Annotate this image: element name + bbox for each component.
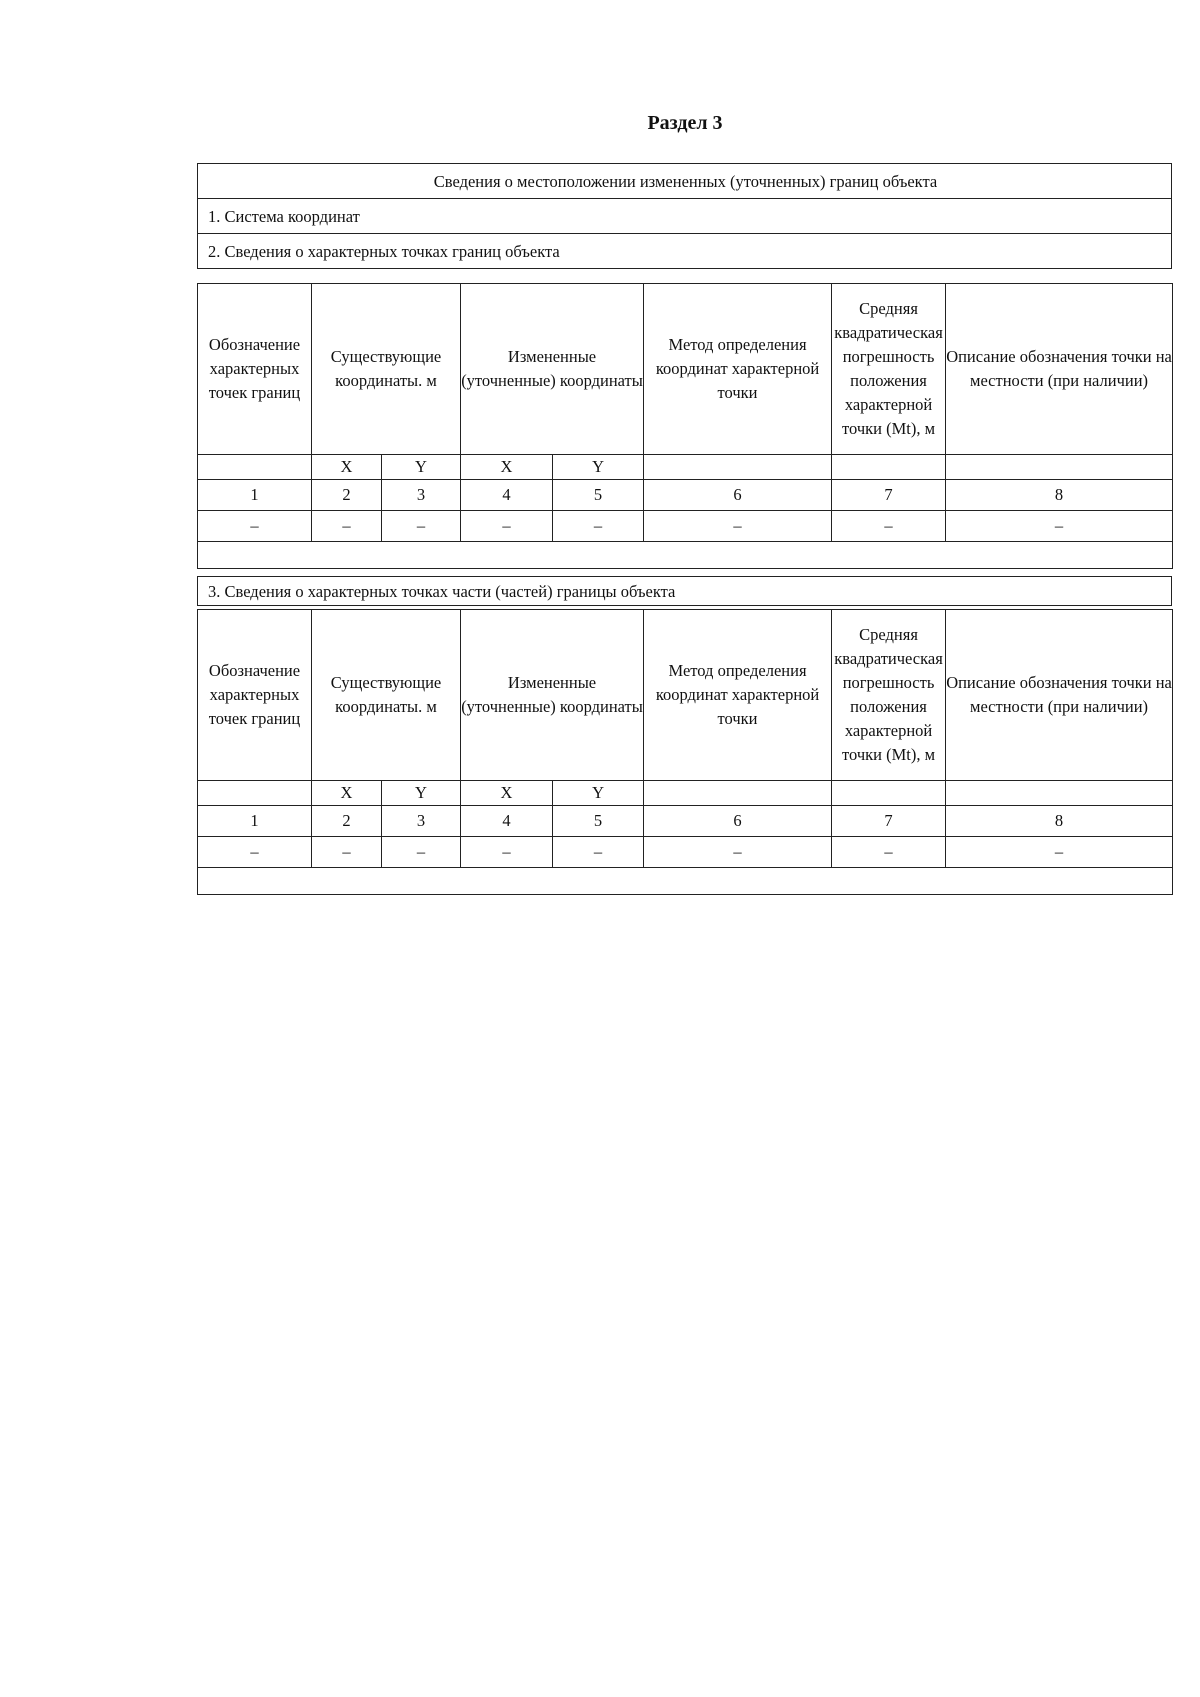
xy-cell-empty: [832, 455, 946, 480]
dash-cell: –: [382, 511, 461, 542]
xy-cell-empty: [198, 781, 312, 806]
header-coordinate-system: 1. Система координат: [198, 199, 1172, 234]
xy-cell-x: X: [461, 781, 553, 806]
empty-row: [198, 542, 1173, 569]
column-number: 6: [644, 806, 832, 837]
column-number: 4: [461, 480, 553, 511]
dash-cell: –: [382, 837, 461, 868]
xy-cell-empty: [644, 455, 832, 480]
col-error: Средняя квадратическая погрешность положения характерной точки (Mt), м: [832, 284, 946, 455]
xy-cell-y: Y: [382, 455, 461, 480]
section3-header-table: [197, 576, 1172, 606]
section-header-table: [197, 163, 1172, 269]
dash-cell: –: [832, 511, 946, 542]
dash-cell: –: [553, 511, 644, 542]
dash-cell: –: [198, 511, 312, 542]
dash-cell: –: [553, 837, 644, 868]
column-number: 5: [553, 806, 644, 837]
xy-cell-x: X: [312, 455, 382, 480]
dash-cell: –: [946, 837, 1173, 868]
xy-cell-empty: [198, 455, 312, 480]
column-number: 3: [382, 806, 461, 837]
column-number: 7: [832, 806, 946, 837]
points-table-1: [197, 283, 1173, 569]
points-table-2: [197, 609, 1173, 895]
column-number: 1: [198, 806, 312, 837]
dash-cell: –: [312, 837, 382, 868]
column-number: 6: [644, 480, 832, 511]
dash-cell: –: [644, 837, 832, 868]
column-number: 8: [946, 480, 1173, 511]
dash-cell: –: [946, 511, 1173, 542]
page-title: Раздел 3: [647, 112, 723, 134]
empty-row: [198, 868, 1173, 895]
col-description: Описание обозначения точки на местности (при наличии): [946, 610, 1173, 781]
dash-cell: –: [198, 837, 312, 868]
col-method: Метод определения координат характерной точки: [644, 284, 832, 455]
header-points-info: 2. Сведения о характерных точках границ объекта: [198, 234, 1172, 269]
header-title: Сведения о местоположении измененных (уточненных) границ объекта: [198, 164, 1172, 199]
section3-title: 3. Сведения о характерных точках части (частей) границы объекта: [198, 577, 1172, 606]
col-changed-coords: Измененные (уточненные) координаты: [461, 610, 644, 781]
dash-cell: –: [461, 837, 553, 868]
column-number: 4: [461, 806, 553, 837]
col-error: Средняя квадратическая погрешность положения характерной точки (Mt), м: [832, 610, 946, 781]
column-number: 2: [312, 480, 382, 511]
xy-cell-y: Y: [382, 781, 461, 806]
xy-cell-empty: [832, 781, 946, 806]
dash-cell: –: [644, 511, 832, 542]
xy-cell-y: Y: [553, 781, 644, 806]
col-description: Описание обозначения точки на местности (при наличии): [946, 284, 1173, 455]
column-number: 3: [382, 480, 461, 511]
col-point-designation: Обозначение характерных точек границ: [198, 284, 312, 455]
xy-cell-x: X: [312, 781, 382, 806]
column-number: 8: [946, 806, 1173, 837]
column-number: 5: [553, 480, 644, 511]
xy-cell-empty: [946, 781, 1173, 806]
dash-cell: –: [312, 511, 382, 542]
xy-cell-empty: [946, 455, 1173, 480]
column-number: 7: [832, 480, 946, 511]
xy-cell-empty: [644, 781, 832, 806]
xy-cell-x: X: [461, 455, 553, 480]
col-method: Метод определения координат характерной точки: [644, 610, 832, 781]
column-number: 2: [312, 806, 382, 837]
col-changed-coords: Измененные (уточненные) координаты: [461, 284, 644, 455]
dash-cell: –: [461, 511, 553, 542]
xy-cell-y: Y: [553, 455, 644, 480]
column-number: 1: [198, 480, 312, 511]
col-existing-coords: Существующие координаты. м: [312, 610, 461, 781]
col-existing-coords: Существующие координаты. м: [312, 284, 461, 455]
col-point-designation: Обозначение характерных точек границ: [198, 610, 312, 781]
dash-cell: –: [832, 837, 946, 868]
